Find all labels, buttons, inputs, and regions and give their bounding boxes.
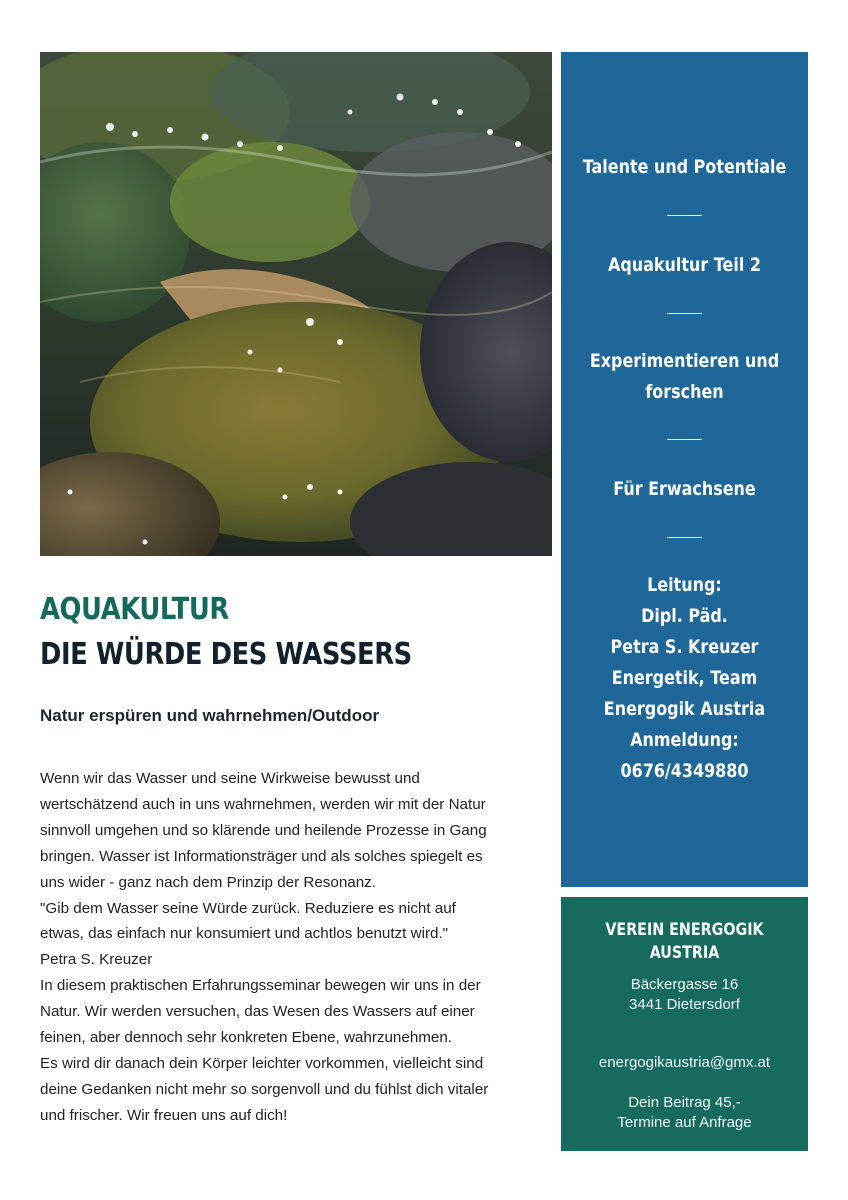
leitung-role: Energetik, Team xyxy=(611,667,758,689)
info-experimentieren: Experimentieren und xyxy=(589,350,780,372)
quote-author: Petra S. Kreuzer xyxy=(40,951,153,969)
divider xyxy=(667,215,702,216)
description-line: wertschätzend auch in uns wahrnehmen, werden wir mit der Natur xyxy=(40,795,486,813)
org-name-line-2: AUSTRIA xyxy=(649,943,720,963)
leitung-label: Leitung: xyxy=(647,574,722,596)
contact-panel xyxy=(561,897,808,1151)
divider xyxy=(667,537,702,538)
org-name-line-1: VEREIN ENERGOGIK xyxy=(605,920,764,940)
org-name xyxy=(581,919,788,965)
subtitle: Natur erspüren und wahrnehmen/Outdoor xyxy=(40,706,380,725)
description-line: bringen. Wasser ist Informationsträger und als solches spiegelt es xyxy=(40,847,483,865)
info-panel xyxy=(561,52,808,887)
river-stones-image xyxy=(40,52,552,556)
description-line: deine Gedanken nicht mehr so sorgenvoll und du fühlst dich vitaler xyxy=(40,1080,489,1098)
description-line: In diesem praktischen Erfahrungsseminar bewegen wir uns in der xyxy=(40,977,481,995)
leitung-org: Energogik Austria xyxy=(603,698,766,720)
contact-email[interactable]: energogikaustria@gmx.at xyxy=(598,1054,771,1071)
description-line: sinnvoll umgehen und so klärende und heilende Prozesse in Gang xyxy=(40,821,487,839)
description-line: Wenn wir das Wasser und seine Wirkweise bewusst und xyxy=(40,770,420,787)
leitung-title: Dipl. Päd. xyxy=(641,605,728,627)
anmeldung-label: Anmeldung: xyxy=(630,729,739,751)
phone-number: 0676/4349880 xyxy=(620,760,749,782)
description-text xyxy=(40,766,550,1129)
info-talente: Talente und Potentiale xyxy=(582,156,787,178)
title-line-2: DIE WÜRDE DES WASSERS xyxy=(40,637,412,672)
dates-text: Termine auf Anfrage xyxy=(617,1114,752,1131)
description-line: und frischer. Wir freuen uns auf dich! xyxy=(40,1106,288,1124)
fee-text: Dein Beitrag 45,- xyxy=(628,1094,741,1111)
description-line: feinen, aber dennoch sehr konkreten Ebene, wahrzunehmen. xyxy=(40,1029,453,1047)
leitung-name: Petra S. Kreuzer xyxy=(610,636,759,658)
divider xyxy=(667,313,702,314)
description-line: Natur. Wir werden versuchen, das Wesen des Wassers auf einer xyxy=(40,1003,475,1021)
title-line-1: AQUAKULTUR xyxy=(40,592,229,627)
description-line: Es wird dir danach dein Körper leichter vorkommen, vielleicht sind xyxy=(40,1054,484,1072)
address-city: 3441 Dietersdorf xyxy=(629,996,740,1013)
quote-line: "Gib dem Wasser seine Würde zurück. Reduziere es nicht auf xyxy=(40,899,456,917)
info-forschen: forschen xyxy=(645,381,724,403)
divider xyxy=(667,439,702,440)
address-street: Bäckergasse 16 xyxy=(630,976,739,993)
info-aquakultur-teil: Aquakultur Teil 2 xyxy=(608,254,761,276)
info-erwachsene: Für Erwachsene xyxy=(613,478,756,500)
quote-line: etwas, das einfach nur konsumiert und achtlos benutzt wird." xyxy=(40,925,449,943)
river-stones-photo xyxy=(40,52,552,556)
description-line: uns wider - ganz nach dem Prinzip der Resonanz. xyxy=(40,873,376,891)
